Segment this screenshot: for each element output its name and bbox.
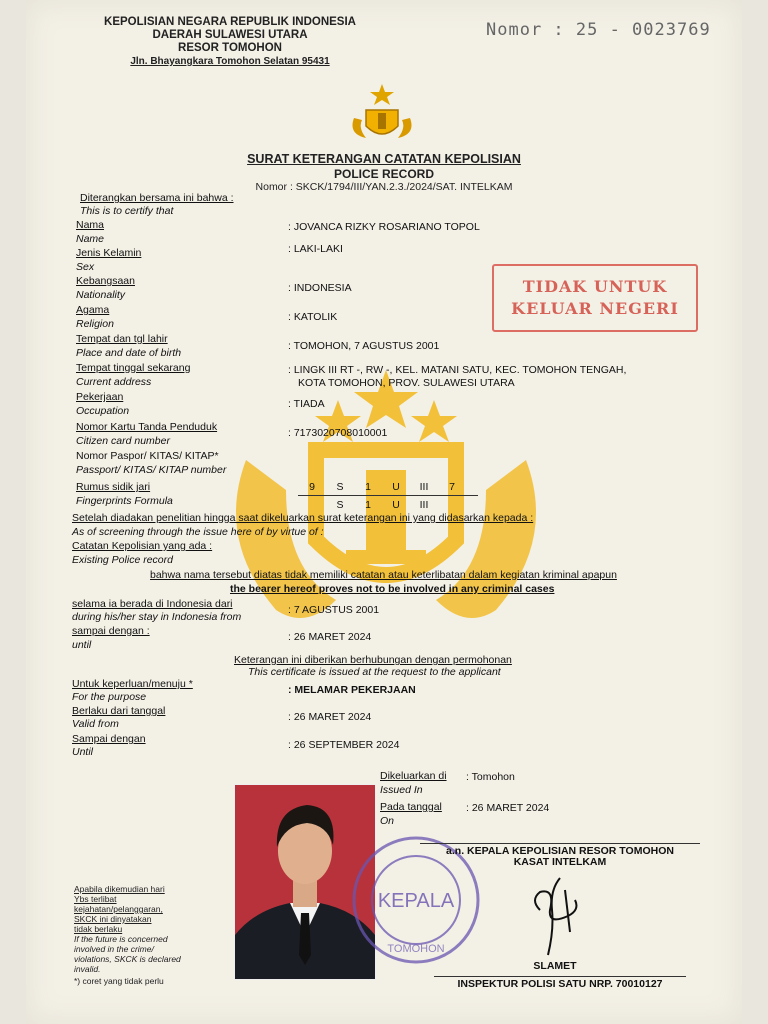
footnote-line: SKCK ini dinyatakan — [74, 914, 152, 924]
purpose-label-en: For the purpose — [72, 691, 147, 703]
field-label-birth: Tempat dan tgl lahir — [76, 333, 168, 345]
issued-date-label-en: On — [380, 815, 395, 827]
field-value-occupation: : TIADA — [288, 398, 325, 410]
valid-until-label: Sampai dengan — [72, 733, 146, 745]
signatory-unit: KASAT INTELKAM — [513, 856, 607, 868]
field-label-sex: Jenis Kelamin — [76, 247, 142, 259]
issued-place-value: : Tomohon — [466, 771, 515, 783]
field-label-religion-en: Religion — [76, 318, 114, 330]
fp-cell: S — [336, 499, 344, 511]
stay-until-value: : 26 MARET 2024 — [288, 631, 372, 643]
header-line-3: RESOR TOMOHON — [178, 42, 282, 54]
field-label-fingerprint-en: Fingerprints Formula — [76, 495, 173, 507]
signatory-name: SLAMET — [533, 960, 577, 972]
issued-place-text: Tomohon — [471, 771, 515, 783]
footnote-line: *) coret yang tidak perlu — [74, 976, 164, 986]
police-record-document — [26, 0, 742, 1024]
document-title: SURAT KETERANGAN CATATAN KEPOLISIAN — [247, 152, 521, 166]
purpose-text: MELAMAR PEKERJAAN — [294, 684, 416, 696]
field-label-nationality: Kebangsaan — [76, 275, 135, 287]
stamp-line-2: KELUAR NEGERI — [511, 299, 679, 318]
field-value-birth: : TOMOHON, 7 AGUSTUS 2001 — [288, 340, 440, 352]
fp-cell: III — [419, 481, 429, 493]
stay-from-label: selama ia berada di Indonesia dari — [72, 598, 233, 610]
footnote-line: Ybs terlibat — [74, 894, 117, 904]
purpose-value: : MELAMAR PEKERJAAN — [288, 684, 416, 696]
signatory-rank: INSPEKTUR POLISI SATU NRP. 70010127 — [434, 976, 686, 990]
stay-until-label-en: until — [72, 639, 92, 651]
footnote-line: tidak berlaku — [74, 924, 123, 934]
fp-cell: S — [336, 481, 344, 493]
purpose-label: Untuk keperluan/menuju * — [72, 678, 193, 690]
header-address: Jln. Bhayangkara Tomohon Selatan 95431 — [130, 56, 330, 67]
footnote-line: involved in the crime/ — [74, 944, 154, 954]
footnote-line: violations, SKCK is declared — [74, 954, 181, 964]
stamp-line-1: TIDAK UNTUK — [522, 277, 668, 296]
field-label-name: Nama — [76, 219, 105, 231]
valid-from-date: 26 MARET 2024 — [293, 711, 372, 723]
religion-value: KATOLIK — [293, 311, 338, 323]
footnote-line: kejahatan/pelanggaran, — [74, 904, 163, 914]
valid-from-label: Berlaku dari tanggal — [72, 705, 166, 717]
address-value-2: KOTA TOMOHON, PROV. SULAWESI UTARA — [298, 377, 515, 389]
header-institution — [80, 16, 380, 68]
serial-number: Nomor : 25 - 0023769 — [486, 20, 711, 40]
header-line-1: KEPOLISIAN NEGARA REPUBLIK INDONESIA — [104, 16, 356, 28]
name-value: JOVANCA RIZKY ROSARIANO TOPOL — [293, 221, 480, 233]
field-value-sex: : LAKI-LAKI — [288, 243, 343, 255]
birth-value: TOMOHON, 7 AGUSTUS 2001 — [293, 340, 440, 352]
stay-from-value: : 7 AGUSTUS 2001 — [288, 604, 380, 616]
screening-label-en: As of screening through the issue here of by virtue of : — [72, 526, 324, 538]
signature-icon — [520, 870, 590, 960]
valid-until-value: : 26 SEPTEMBER 2024 — [288, 739, 400, 751]
field-label-occupation-en: Occupation — [76, 405, 130, 417]
field-label-address-en: Current address — [76, 376, 152, 388]
stay-from-date: 7 AGUSTUS 2001 — [293, 604, 380, 616]
issued-date-label: Pada tanggal — [380, 801, 442, 813]
field-label-religion: Agama — [76, 304, 110, 316]
field-label-name-en: Name — [76, 233, 105, 245]
issued-place-label-en: Issued In — [380, 784, 423, 796]
stay-until-date: 26 MARET 2024 — [293, 631, 372, 643]
field-value-name: : JOVANCA RIZKY ROSARIANO TOPOL — [288, 221, 480, 233]
field-label-birth-en: Place and date of birth — [76, 347, 182, 359]
issued-date-value: : 26 MARET 2024 — [466, 802, 550, 814]
fp-cell: U — [392, 481, 400, 493]
fp-cell: 1 — [365, 499, 371, 511]
header-line-2: DAERAH SULAWESI UTARA — [152, 29, 308, 41]
field-label-address: Tempat tinggal sekarang — [76, 362, 191, 374]
occupation-value: TIADA — [293, 398, 325, 410]
fp-cell: 9 — [309, 481, 315, 493]
fp-cell: U — [392, 499, 400, 511]
field-label-occupation: Pekerjaan — [76, 391, 124, 403]
screening-label: Setelah diadakan penelitian hingga saat dikeluarkan surat keterangan ini yang didasarkan kepada : — [72, 512, 534, 524]
field-value-nationality: : INDONESIA — [288, 282, 352, 294]
footnote-line: Apabila dikemudian hari — [74, 884, 165, 894]
valid-from-value: : 26 MARET 2024 — [288, 711, 372, 723]
footnote-line: If the future is concerned — [74, 934, 168, 944]
fp-cell: 7 — [449, 481, 455, 493]
record-result-en: the bearer hereof proves not to be involved in any criminal cases — [230, 583, 555, 595]
field-label-passport: Nomor Paspor/ KITAS/ KITAP* — [76, 450, 219, 462]
nationality-value: INDONESIA — [293, 282, 352, 294]
issued-place-label: Dikeluarkan di — [380, 770, 447, 782]
field-value-address: : LINGK III RT -, RW -, KEL. MATANI SATU, KEC. TOMOHON TENGAH, — [288, 364, 627, 376]
field-label-passport-en: Passport/ KITAS/ KITAP number — [76, 464, 227, 476]
fp-cell: III — [419, 499, 429, 511]
intro-label: Diterangkan bersama ini bahwa : — [80, 192, 234, 204]
field-label-id-card-en: Citizen card number — [76, 435, 170, 447]
request-label: Keterangan ini diberikan berhubungan dengan permohonan — [234, 654, 512, 666]
field-value-id-card: : 7173020708010001 — [288, 427, 388, 439]
request-label-en: This certificate is issued at the request to the applicant — [248, 666, 501, 678]
valid-from-label-en: Valid from — [72, 718, 119, 730]
valid-until-date: 26 SEPTEMBER 2024 — [293, 739, 400, 751]
field-label-sex-en: Sex — [76, 261, 95, 273]
record-result: bahwa nama tersebut diatas tidak memiliki catatan atau keterlibatan dalam kegiatan kriminal apapun — [150, 569, 617, 581]
intro-label-en: This is to certify that — [80, 205, 174, 217]
field-label-nationality-en: Nationality — [76, 289, 126, 301]
id-card-value: 7173020708010001 — [293, 427, 388, 439]
field-label-fingerprint: Rumus sidik jari — [76, 481, 151, 493]
existing-record-label-en: Existing Police record — [72, 554, 173, 566]
stay-from-label-en: during his/her stay in Indonesia from — [72, 611, 242, 623]
document-subtitle: POLICE RECORD — [333, 167, 434, 181]
field-label-id-card: Nomor Kartu Tanda Penduduk — [76, 421, 218, 433]
stay-until-label: sampai dengan : — [72, 625, 150, 637]
document-title-block — [26, 152, 742, 193]
address-value-1: LINGK III RT -, RW -, KEL. MATANI SATU, KEC. TOMOHON TENGAH, — [293, 364, 627, 376]
svg-text:KEPALA: KEPALA — [377, 890, 455, 912]
fingerprint-row-1 — [298, 477, 478, 496]
footnote-line: invalid. — [74, 964, 101, 974]
police-crest-icon — [344, 82, 420, 144]
field-value-religion: : KATOLIK — [288, 311, 338, 323]
signatory-title: a.n. KEPALA KEPOLISIAN RESOR TOMOHON — [420, 843, 700, 857]
fingerprint-row-2 — [326, 495, 456, 513]
existing-record-label: Catatan Kepolisian yang ada : — [72, 540, 213, 552]
fp-cell: 1 — [365, 481, 371, 493]
document-number: Nomor : SKCK/1794/III/YAN.2.3./2024/SAT. INTELKAM — [255, 181, 513, 193]
svg-text:TOMOHON: TOMOHON — [387, 943, 445, 955]
not-for-abroad-stamp — [492, 264, 698, 332]
footnote — [74, 884, 181, 986]
sex-value: LAKI-LAKI — [293, 243, 343, 255]
valid-until-label-en: Until — [72, 746, 94, 758]
issued-date-text: 26 MARET 2024 — [471, 802, 550, 814]
